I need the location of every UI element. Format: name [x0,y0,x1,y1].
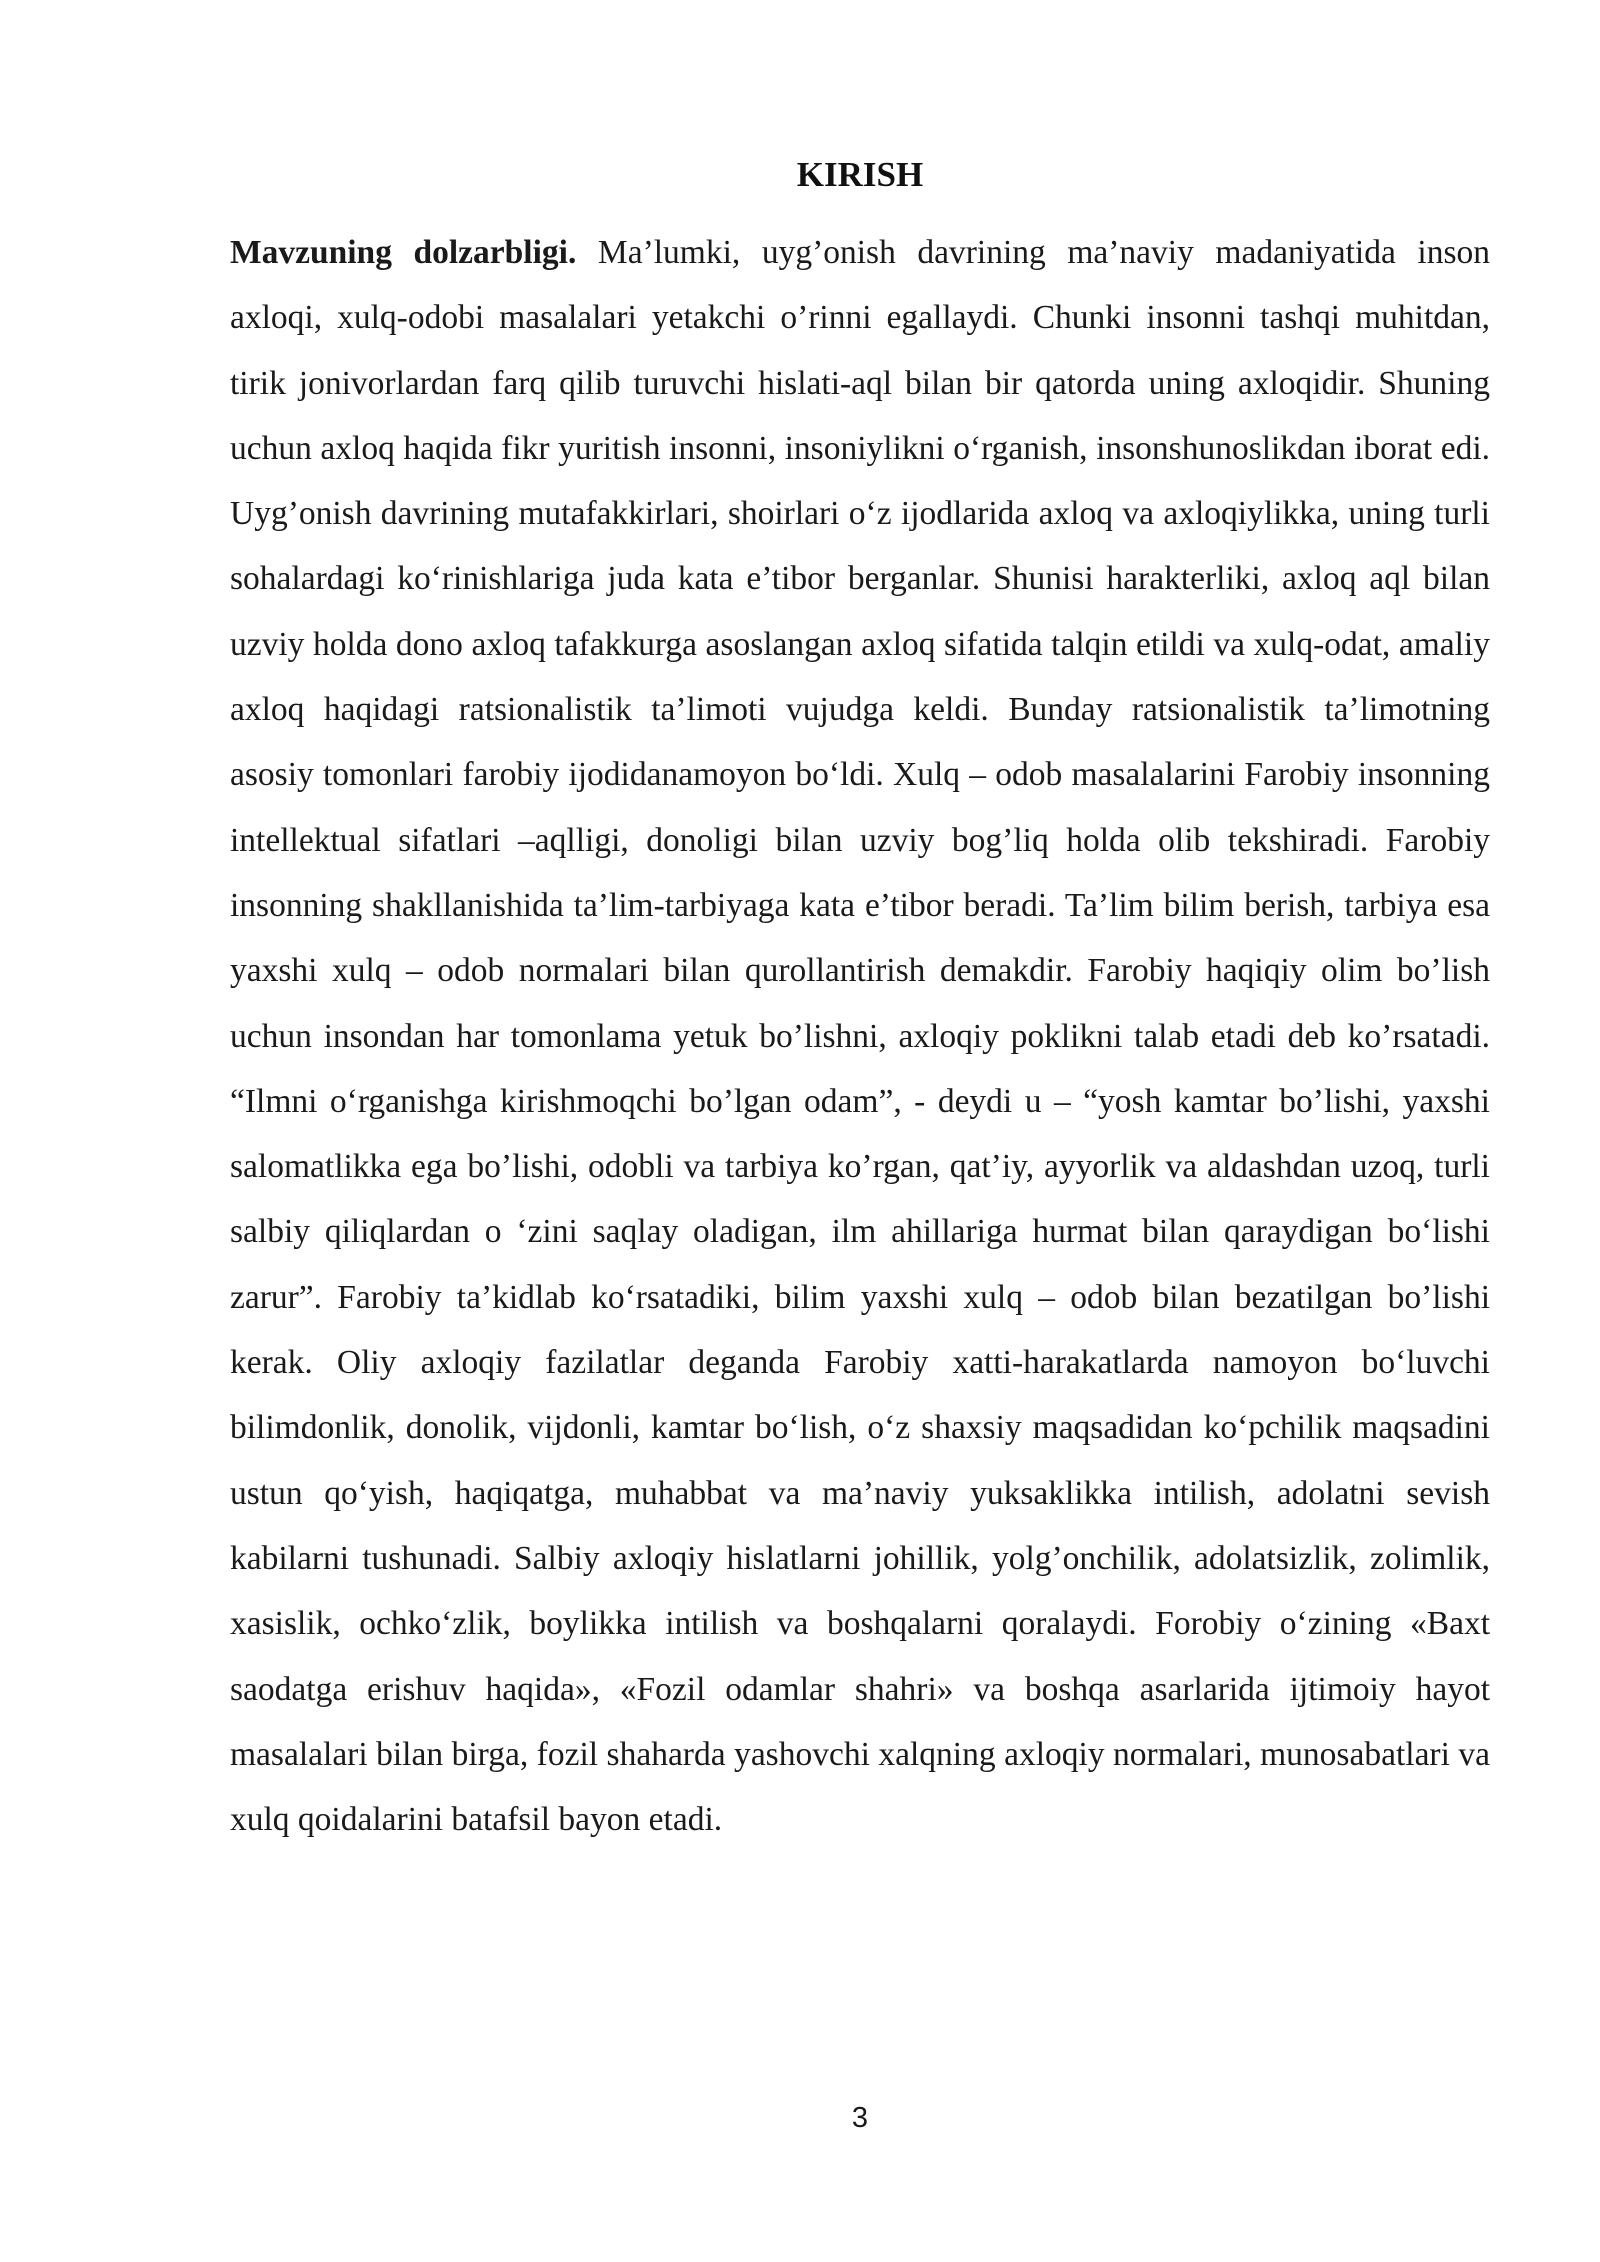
paragraph-lead: Mavzuning dolzarbligi. [230,234,577,271]
body-paragraph [230,220,1490,1852]
paragraph-text: Ma’lumki, uyg’onish davrining ma’naviy madaniyatida inson axloqi, xulq-odobi masalalari yetakchi o’rinni egallaydi. Chunki insonni tashqi muhitdan, tirik jonivorlardan farq qilib turuvchi hislati-aql bilan bir qatorda uning axloqidir. Shuning uchun axloq haqida fikr yuritish insonni, insoniylikni o‘rganish, insonshunoslikdan iborat edi. Uyg’onish davrining mutafakkirlari, shoirlari o‘z ijodlarida axloq va axloqiylikka, uning turli sohalardagi ko‘rinishlariga juda kata e’tibor berganlar. Shunisi harakterliki, axloq aql bilan uzviy holda dono axloq tafakkurga asoslangan axloq sifatida talqin etildi va xulq-odat, amaliy axloq haqidagi ratsionalistik ta’limoti vujudga keldi. Bunday ratsionalistik ta’limotning asosiy tomonlari farobiy ijodidanamoyon bo‘ldi. Xulq – odob masalalarini Farobiy insonning intellektual sifatlari –aqlligi, donoligi bilan uzviy bog’liq holda olib tekshiradi. Farobiy insonning shakllanishida ta’lim-tarbiyaga kata e’tibor beradi. Ta’lim bilim berish, tarbiya esa yaxshi xulq – odob normalari bilan qurollantirish demakdir. Farobiy haqiqiy olim bo’lish uchun insondan har tomonlama yetuk bo’lishni, axloqiy poklikni talab etadi deb ko’rsatadi. “Ilmni o‘rganishga kirishmoqchi bo’lgan odam”, - deydi u – “yosh kamtar bo’lishi, yaxshi salomatlikka ega bo’lishi, odobli va tarbiya ko’rgan, qat’iy, ayyorlik va aldashdan uzoq, turli salbiy qiliqlardan o ‘zini saqlay oladigan, ilm ahillariga hurmat bilan qaraydigan bo‘lishi zarur”. Farobiy ta’kidlab ko‘rsatadiki, bilim yaxshi xulq – odob bilan bezatilgan bo’lishi kerak. Oliy axloqiy fazilatlar deganda Farobiy xatti-harakatlarda namoyon bo‘luvchi bilimdonlik, donolik, vijdonli, kamtar bo‘lish, o‘z shaxsiy maqsadidan ko‘pchilik maqsadini ustun qo‘yish, haqiqatga, muhabbat va ma’naviy yuksaklikka intilish, adolatni sevish kabilarni tushunadi. Salbiy axloqiy hislatlarni johillik, yolg’onchilik, adolatsizlik, zolimlik, xasislik, ochko‘zlik, boylikka intilish va boshqalarni qoralaydi. Forobiy o‘zining «Baxt saodatga erishuv haqida», «Fozil odamlar shahri» va boshqa asarlarida ijtimoiy hayot masalalari bilan birga, fozil shaharda yashovchi xalqning axloqiy normalari, munosabatlari va xulq qoidalarini batafsil bayon etadi. [230,234,1490,1839]
page-number: 3 [851,2102,869,2134]
section-heading: KIRISH [796,155,924,194]
